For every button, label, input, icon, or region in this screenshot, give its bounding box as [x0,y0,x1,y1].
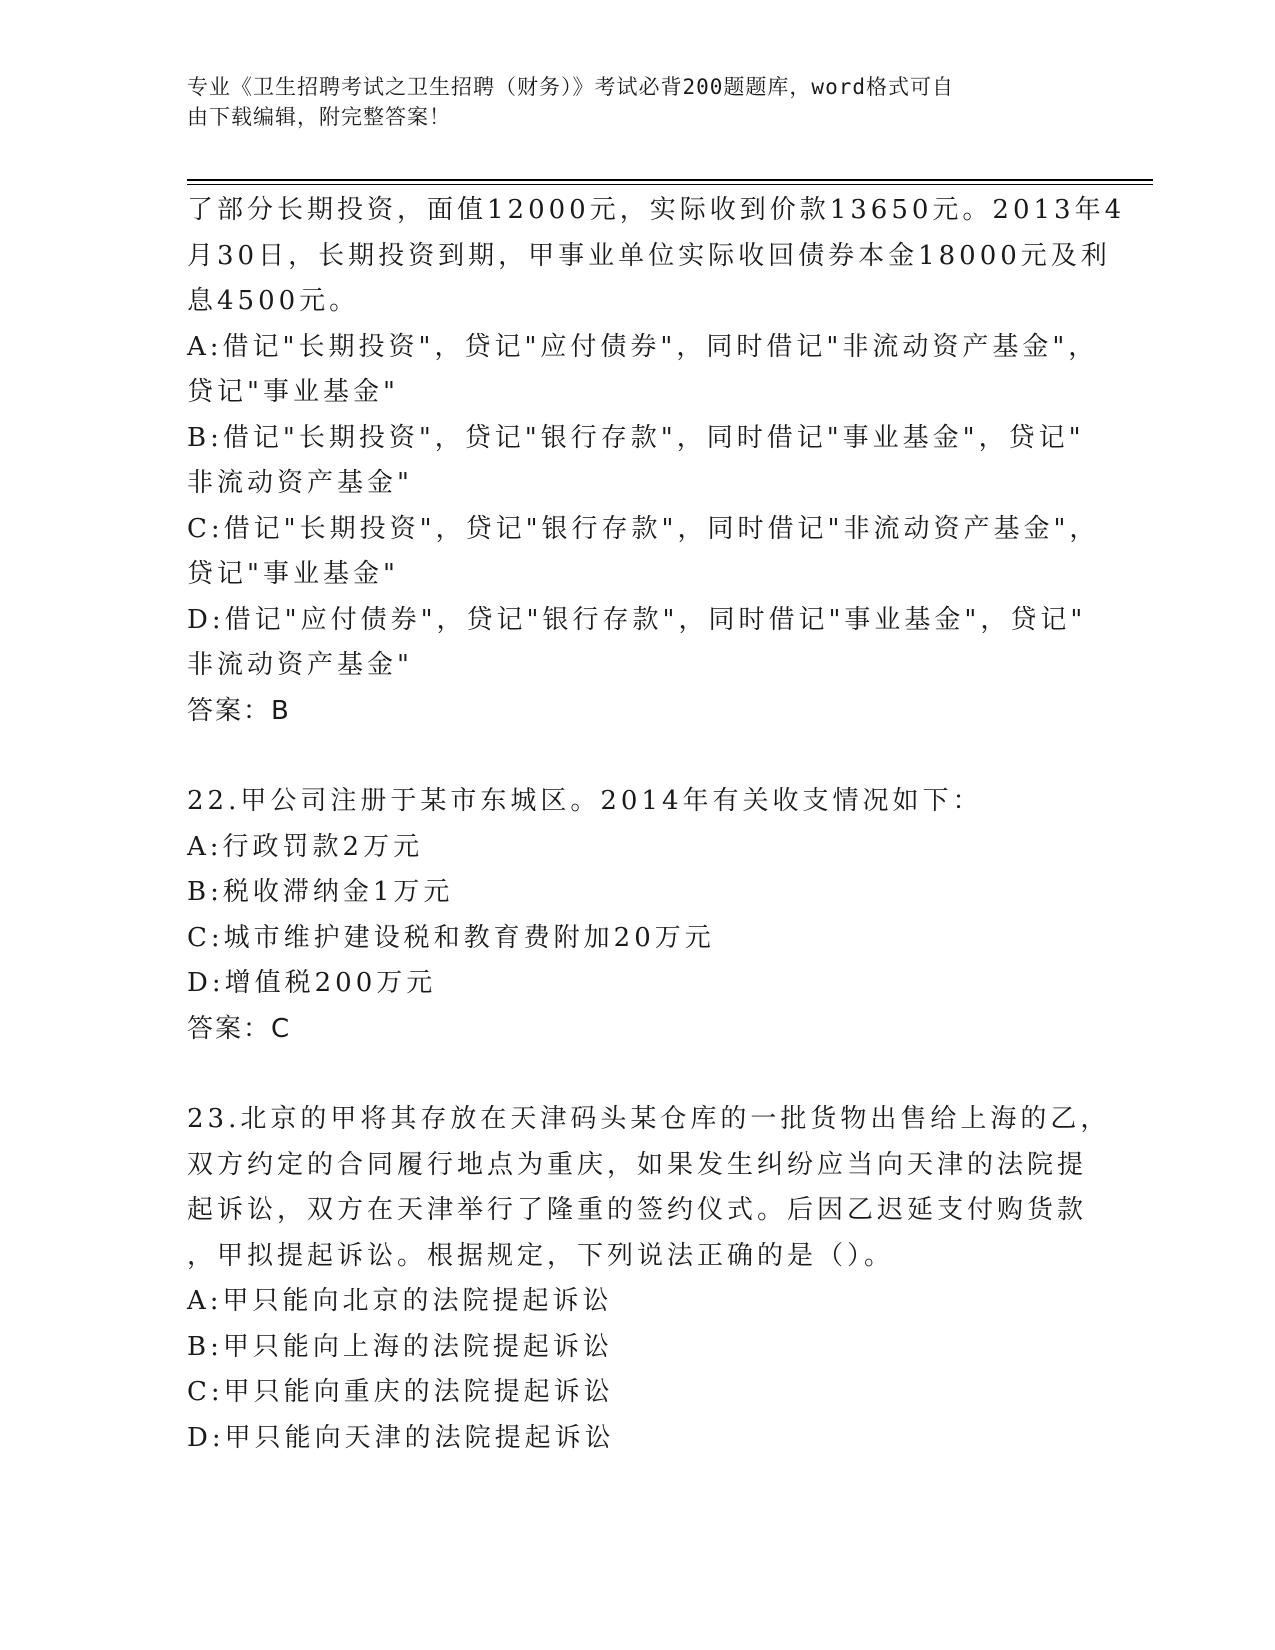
option-a: A:行政罚款2万元 [187,831,424,862]
question-stem-line: 月30日，长期投资到期，甲事业单位实际收回债券本金18000元及利 [187,240,1111,271]
question-stem-line: 双方约定的合同履行地点为重庆，如果发生纠纷应当向天津的法院提 [187,1149,1088,1180]
question-stem-line: 23.北京的甲将其存放在天津码头某仓库的一批货物出售给上海的乙， [187,1104,1111,1134]
document-header [187,72,1067,132]
header-line: 由下载编辑，附完整答案！ [187,105,451,129]
header-divider [187,179,1153,181]
header-divider-thin [187,184,1153,185]
option-c: C:城市维护建设税和教育费附加20万元 [187,922,715,953]
question-stem-line: 息4500元。 [187,286,360,316]
question-22 [187,779,1077,1052]
option-a: A:借记"长期投资"，贷记"应付债券"，同时借记"非流动资产基金"， [187,331,1099,362]
option-c-cont: 贷记"事业基金" [187,559,399,589]
option-b: B:甲只能向上海的法院提起诉讼 [187,1331,613,1362]
option-b-cont: 非流动资产基金" [187,468,413,498]
option-a: A:甲只能向北京的法院提起诉讼 [187,1286,613,1316]
question-23 [187,1097,1111,1461]
option-b: B:借记"长期投资"，贷记"银行存款"，同时借记"事业基金"，贷记" [187,422,1085,453]
question-21 [187,188,1126,734]
answer-label: 答案：B [187,695,291,726]
option-d: D:借记"应付债券"，贷记"银行存款"，同时借记"事业基金"，贷记" [187,604,1087,635]
question-stem-line: 了部分长期投资，面值12000元，实际收到价款13650元。2013年4 [187,195,1126,225]
document-body [187,188,1126,1461]
option-d: D:甲只能向天津的法院提起诉讼 [187,1422,615,1453]
answer-label: 答案：C [187,1013,292,1044]
question-stem-line: ，甲拟提起诉讼。根据规定，下列说法正确的是（）。 [187,1240,895,1271]
option-b: B:税收滞纳金1万元 [187,877,454,907]
option-c: C:甲只能向重庆的法院提起诉讼 [187,1377,614,1407]
option-d: D:增值税200万元 [187,968,437,998]
option-c: C:借记"长期投资"，贷记"银行存款"，同时借记"非流动资产基金"， [187,513,1100,544]
option-d-cont: 非流动资产基金" [187,650,413,680]
spacer [187,1052,1077,1097]
option-a-cont: 贷记"事业基金" [187,377,399,407]
question-stem: 22.甲公司注册于某市东城区。2014年有关收支情况如下： [187,786,983,816]
question-stem-line: 起诉讼，双方在天津举行了隆重的签约仪式。后因乙迟延支付购货款 [187,1195,1088,1225]
header-line: 专业《卫生招聘考试之卫生招聘（财务）》考试必背200题题库，word格式可自 [187,75,954,99]
spacer [187,734,1077,779]
